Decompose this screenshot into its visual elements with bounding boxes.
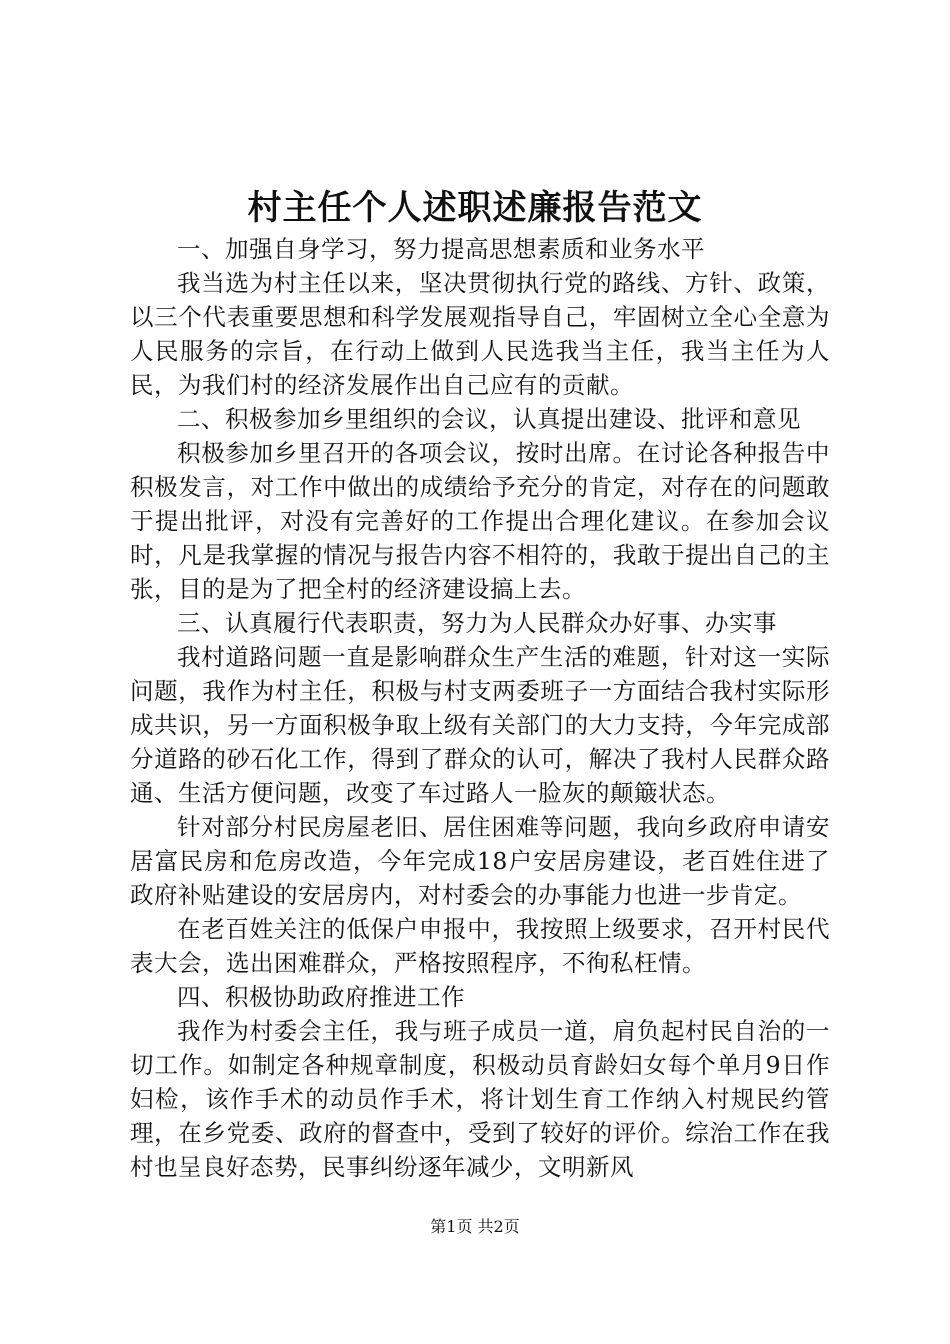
section-heading-1: 一、加强自身学习，努力提高思想素质和业务水平: [177, 235, 705, 263]
section-heading-3: 三、认真履行代表职责，努力为人民群众办好事、办实事: [177, 609, 777, 637]
paragraph: 我村道路问题一直是影响群众生产生活的难题，针对这一实际问题，我作为村主任，积极与村支两委班子一方面结合我村实际形成共识，另一方面积极争取上级有关部门的大力支持，今年完成部分道路的砂石化工作，得到了群众的认可，解决了我村人民群众路通、生活方便问题，改变了车过路人一脸灰的颠簸状态。: [130, 643, 830, 807]
paragraph: 我当选为村主任以来，坚决贯彻执行党的路线、方针、政策，以三个代表重要思想和科学发展观指导自己，牢固树立全心全意为人民服务的宗旨，在行动上做到人民选我当主任，我当主任为人民，为我们村的经济发展作出自己应有的贡献。: [130, 269, 830, 399]
paragraph: 积极参加乡里召开的各项会议，按时出席。在讨论各种报告中积极发言，对工作中做出的成绩给予充分的肯定，对存在的问题敢于提出批评，对没有完善好的工作提出合理化建议。在参加会议时，凡是我掌握的情况与报告内容不相符的，我敢于提出自己的主张，目的是为了把全村的经济建设搞上去。: [130, 439, 830, 603]
document-title: 村主任个人述职述廉报告范文: [247, 188, 703, 228]
section-heading-4: 四、积极协助政府推进工作: [177, 983, 465, 1011]
paragraph: 我作为村委会主任，我与班子成员一道，肩负起村民自治的一切工作。如制定各种规章制度，积极动员育龄妇女每个单月9日作妇检，该作手术的动员作手术，将计划生育工作纳入村规民约管理，在乡党委、政府的督查中，受到了较好的评价。综治工作在我村也呈良好态势，民事纠纷逐年减少，文明新风: [130, 1017, 830, 1181]
document-body: [130, 232, 830, 1184]
page-footer: 第1页 共2页: [430, 1217, 520, 1236]
paragraph: 在老百姓关注的低保户申报中，我按照上级要求，召开村民代表大会，选出困难群众，严格按照程序，不徇私枉情。: [130, 915, 830, 977]
section-heading-2: 二、积极参加乡里组织的会议，认真提出建设、批评和意见: [177, 405, 801, 433]
paragraph: 针对部分村民房屋老旧、居住困难等问题，我向乡政府申请安居富民房和危房改造，今年完成18户安居房建设，老百姓住进了政府补贴建设的安居房内，对村委会的办事能力也进一步肯定。: [130, 813, 830, 909]
